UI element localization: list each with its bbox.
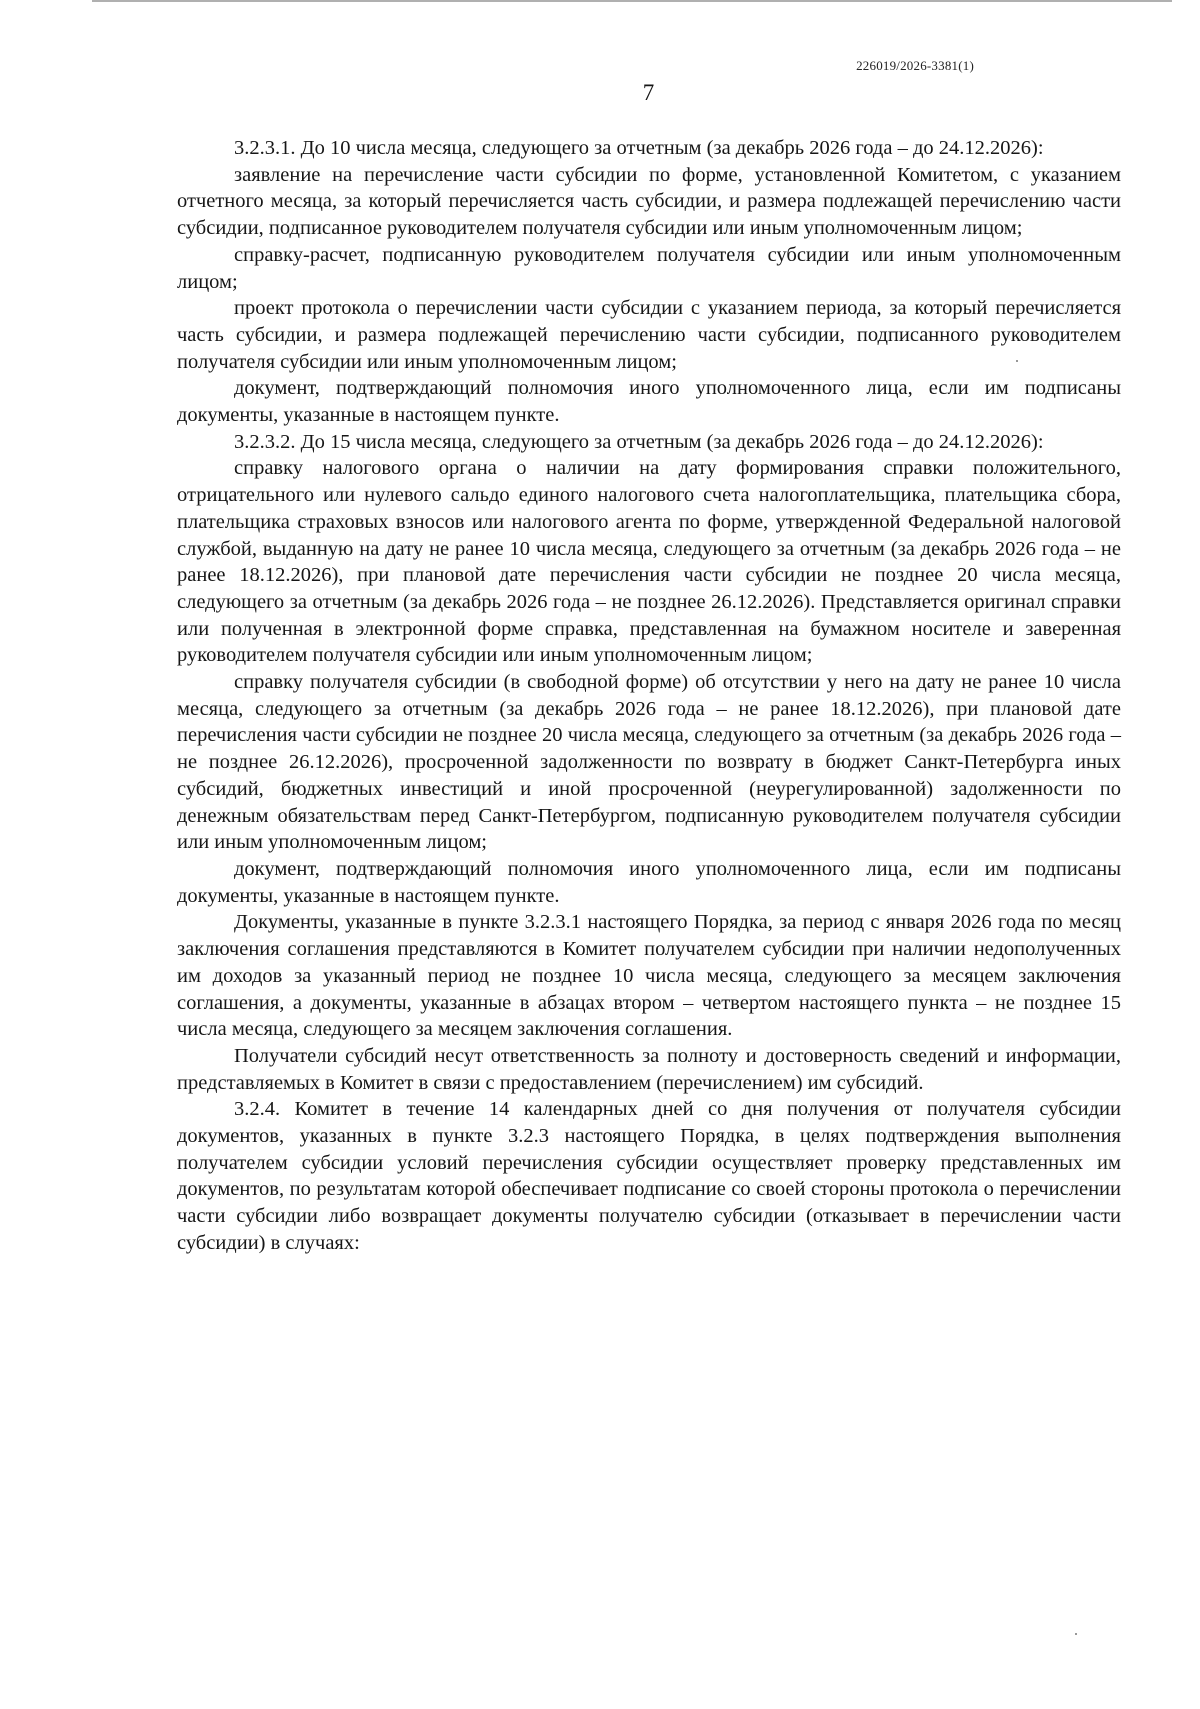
paragraph-3-2-3-2: 3.2.3.2. До 15 числа месяца, следующего за отчетным (за декабрь 2026 года – до 24.12.2026): bbox=[234, 430, 1044, 453]
paragraph-calculation: справку-расчет, подписанную руководителем получателя субсидии или иным уполномоченным лицом; bbox=[177, 243, 1121, 293]
page-number: 7 bbox=[642, 80, 655, 105]
scan-top-edge bbox=[92, 0, 1172, 2]
paragraph-responsibility: Получатели субсидий несут ответственность за полноту и достоверность сведений и информации, представляемых в Комитет в связи с предоставлением (перечислением) им субсидий. bbox=[177, 1044, 1121, 1094]
scan-speck bbox=[1075, 1633, 1077, 1635]
paragraph-application: заявление на перечисление части субсидии по форме, установленной Комитетом, с указанием отчетного месяца, за который перечисляется часть субсидии, и размера подлежащей перечислению части субсидии, подписанное руководителем получателя субсидии или иным уполномоченным лицом; bbox=[177, 163, 1121, 240]
paragraph-debt-certificate: справку получателя субсидии (в свободной форме) об отсутствии у него на дату не ранее 10 числа месяца, следующего за отчетным (за декабрь 2026 года – не ранее 18.12.2026), при плановой дате перечисления части субсидии не позднее 20 числа месяца, следующего за отчетным (за декабрь 2026 года – не позднее 26.12.2026), просроченной задолженности по возврату в бюджет Санкт-Петербурга иных субсидий, бюджетных инвестиций и иной просроченной (неурегулированной) задолженности по денежным обязательствам перед Санкт-Петербургом, подписанную руководителем получателя субсидии или иным уполномоченным лицом; bbox=[177, 671, 1121, 854]
document-body bbox=[177, 135, 1121, 1257]
paragraph-authority-document-2: документ, подтверждающий полномочия иного уполномоченного лица, если им подписаны документы, указанные в настоящем пункте. bbox=[177, 857, 1121, 907]
paragraph-authority-document: документ, подтверждающий полномочия иного уполномоченного лица, если им подписаны документы, указанные в настоящем пункте. bbox=[177, 377, 1121, 427]
paragraph-3-2-4: 3.2.4. Комитет в течение 14 календарных дней со дня получения от получателя субсидии документов, указанных в пункте 3.2.3 настоящего Порядка, в целях подтверждения выполнения получателем субсидии условий перечисления субсидии осуществляет проверку представленных им документов, по результатам которой обеспечивает подписание со своей стороны протокола о перечислении части субсидии либо возвращает документы получателю субсидии (отказывает в перечислении части субсидии) в случаях: bbox=[177, 1098, 1121, 1254]
paragraph-tax-certificate: справку налогового органа о наличии на дату формирования справки положительного, отрицательного или нулевого сальдо единого налогового счета налогоплательщика, плательщика сбора, плательщика страховых взносов или налогового агента по форме, утвержденной Федеральной налоговой службой, выданную на дату не ранее 10 числа месяца, следующего за отчетным (за декабрь 2026 года – не ранее 18.12.2026), при плановой дате перечисления части субсидии не позднее 20 числа месяца, следующего за отчетным (за декабрь 2026 года – не позднее 26.12.2026). Представляется оригинал справки или полученная в электронной форме справка, представленная на бумажном носителе и заверенная руководителем получателя субсидии или иным уполномоченным лицом; bbox=[177, 457, 1121, 667]
paragraph-protocol-draft: проект протокола о перечислении части субсидии с указанием периода, за который перечисляется часть субсидии, и размера подлежащей перечислению части субсидии, подписанного руководителем получателя субсидии или иным уполномоченным лицом; bbox=[177, 297, 1121, 373]
registration-number: 226019/2026-3381(1) bbox=[856, 58, 974, 73]
scan-speck bbox=[1016, 360, 1018, 362]
paragraph-3-2-3-1: 3.2.3.1. До 10 числа месяца, следующего за отчетным (за декабрь 2026 года – до 24.12.2026): bbox=[234, 137, 1044, 159]
paragraph-documents-period: Документы, указанные в пункте 3.2.3.1 настоящего Порядка, за период с января 2026 года по месяц заключения соглашения представляются в Комитет получателем субсидии при наличии недополученных им доходов за указанный период не позднее 10 числа месяца, следующего за месяцем заключения соглашения, а документы, указанные в абзацах втором – четвертом настоящего пункта – не позднее 15 числа месяца, следующего за месяцем заключения соглашения. bbox=[177, 911, 1121, 1041]
